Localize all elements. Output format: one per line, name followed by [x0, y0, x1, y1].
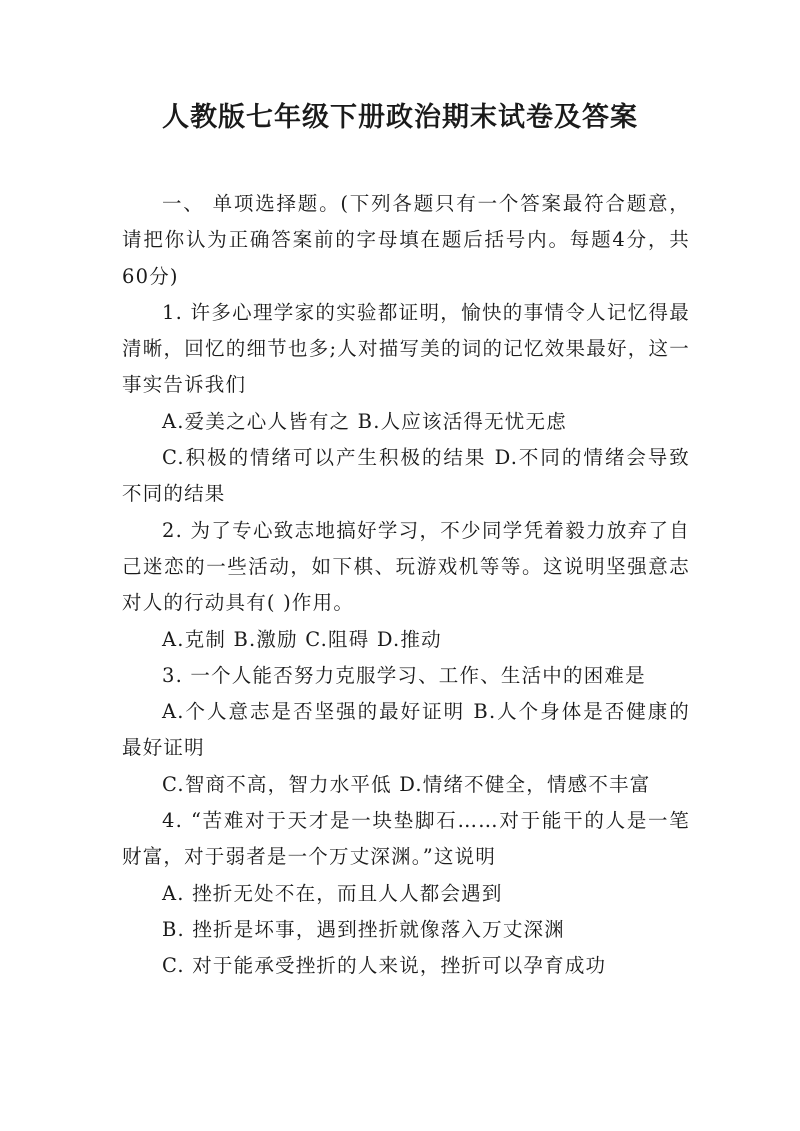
question-1-options-ab: A.爱美之心人皆有之 B.人应该活得无忧无虑 — [162, 409, 567, 433]
question-1-stem: 1. 许多心理学家的实验都证明，愉快的事情令人记忆得最清晰，回忆的细节也多;人对描写美的词的记忆效果最好，这一事实告诉我们 — [122, 300, 690, 397]
question-3-options-ab: A.个人意志是否坚强的最好证明 B.人个身体是否健康的最好证明 — [122, 700, 690, 760]
question-4-option-b: B. 挫折是坏事，遇到挫折就像落入万丈深渊 — [162, 917, 565, 941]
section-intro: 一、 单项选择题。(下列各题只有一个答案最符合题意，请把你认为正确答案前的字母填在题后括号内。每题4分，共60分) — [122, 192, 690, 288]
question-4-stem: 4. “苦难对于天才是一块垫脚石……对于能干的人是一笔财富，对于弱者是一个万丈深渊。”这说明 — [122, 809, 690, 869]
question-4-option-a: A. 挫折无处不在，而且人人都会遇到 — [162, 881, 503, 905]
question-4-option-c: C. 对于能承受挫折的人来说，挫折可以孕育成功 — [162, 954, 607, 978]
question-3-stem: 3. 一个人能否努力克服学习、工作、生活中的困难是 — [162, 663, 646, 687]
question-1-options-cd: C.积极的情绪可以产生积极的结果 D.不同的情绪会导致不同的结果 — [122, 446, 690, 506]
document-body — [122, 186, 690, 985]
document-title: 人教版七年级下册政治期末试卷及答案 — [162, 102, 638, 133]
question-2-stem: 2. 为了专心致志地搞好学习，不少同学凭着毅力放弃了自己迷恋的一些活动，如下棋、玩游戏机等等。这说明坚强意志对人的行动具有( )作用。 — [122, 518, 690, 615]
question-2-options: A.克制 B.激励 C.阻碍 D.推动 — [162, 627, 442, 651]
question-3-options-cd: C.智商不高，智力水平低 D.情绪不健全，情感不丰富 — [162, 772, 651, 796]
